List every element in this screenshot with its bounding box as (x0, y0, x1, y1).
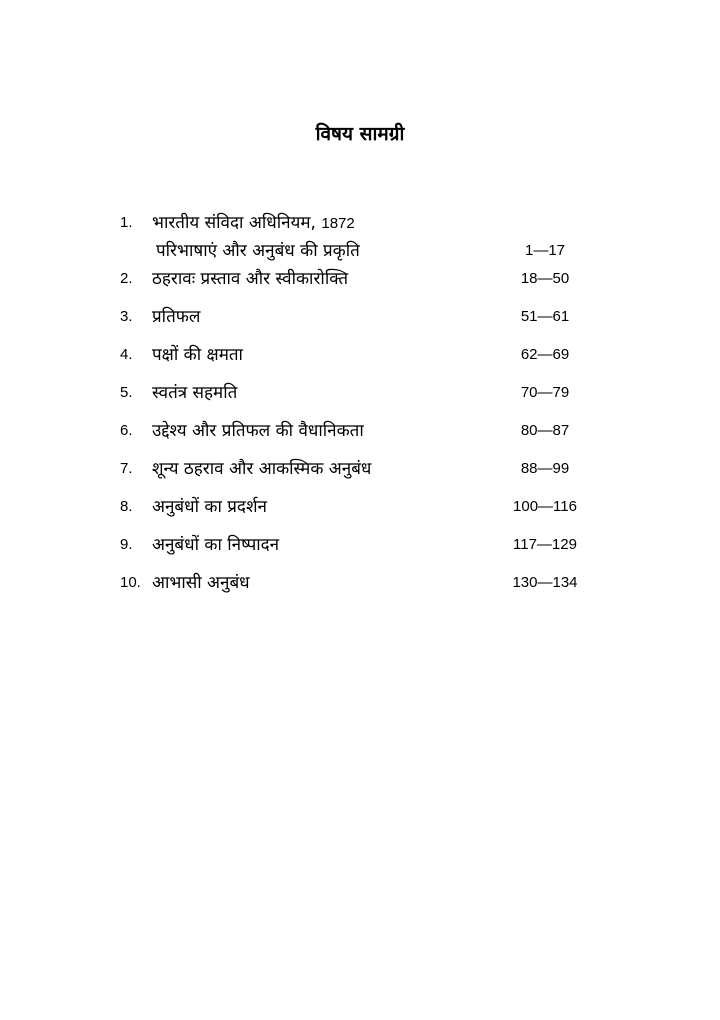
entry-title: आभासी अनुबंध (152, 573, 250, 593)
entry-title: शून्य ठहराव और आकस्मिक अनुबंध (152, 459, 372, 479)
entry-number: 7. (120, 460, 133, 477)
toc-entry (120, 208, 620, 264)
toc-entry (120, 302, 620, 340)
entry-number: 10. (120, 574, 141, 591)
toc-entry (120, 530, 620, 568)
table-of-contents (120, 208, 620, 606)
toc-entry (120, 378, 620, 416)
entry-number: 5. (120, 384, 133, 401)
toc-entry (120, 264, 620, 302)
entry-subtitle: परिभाषाएं और अनुबंध की प्रकृति (156, 241, 360, 261)
entry-number: 8. (120, 498, 133, 515)
entry-page-range: 62—69 (520, 346, 570, 363)
entry-number: 3. (120, 308, 133, 325)
entry-number: 1. (120, 214, 133, 231)
page-title: विषय सामग्री (315, 123, 405, 145)
entry-number: 6. (120, 422, 133, 439)
entry-page-range: 18—50 (520, 270, 570, 287)
entry-title: पक्षों की क्षमता (152, 345, 243, 365)
toc-entry (120, 492, 620, 530)
entry-page-range: 117—129 (513, 536, 577, 553)
entry-title: अनुबंधों का निष्पादन (152, 535, 280, 555)
entry-title-year: 1872 (321, 215, 355, 232)
toc-entry (120, 416, 620, 454)
entry-page-range: 130—134 (512, 574, 578, 591)
entry-page-range: 80—87 (520, 422, 570, 439)
entry-page-range: 88—99 (520, 460, 570, 477)
toc-entry (120, 340, 620, 378)
entry-page-range: 100—116 (513, 498, 577, 515)
entry-title: स्वतंत्र सहमति (152, 383, 238, 403)
entry-number: 2. (120, 270, 133, 287)
entry-number: 4. (120, 346, 133, 363)
entry-title: ठहरावः प्रस्ताव और स्वीकारोक्ति (152, 269, 349, 289)
entry-title: उद्देश्य और प्रतिफल की वैधानिकता (152, 421, 364, 441)
entry-page-range: 70—79 (520, 384, 570, 401)
entry-title: भारतीय संविदा अधिनियम, 1872 (152, 213, 355, 233)
entry-number: 9. (120, 536, 133, 553)
toc-entry (120, 568, 620, 606)
entry-title: प्रतिफल (152, 307, 201, 327)
toc-entry (120, 454, 620, 492)
entry-page-range: 51—61 (520, 308, 570, 325)
entry-page-range: 1—17 (524, 242, 566, 259)
entry-title: अनुबंधों का प्रदर्शन (152, 497, 267, 517)
